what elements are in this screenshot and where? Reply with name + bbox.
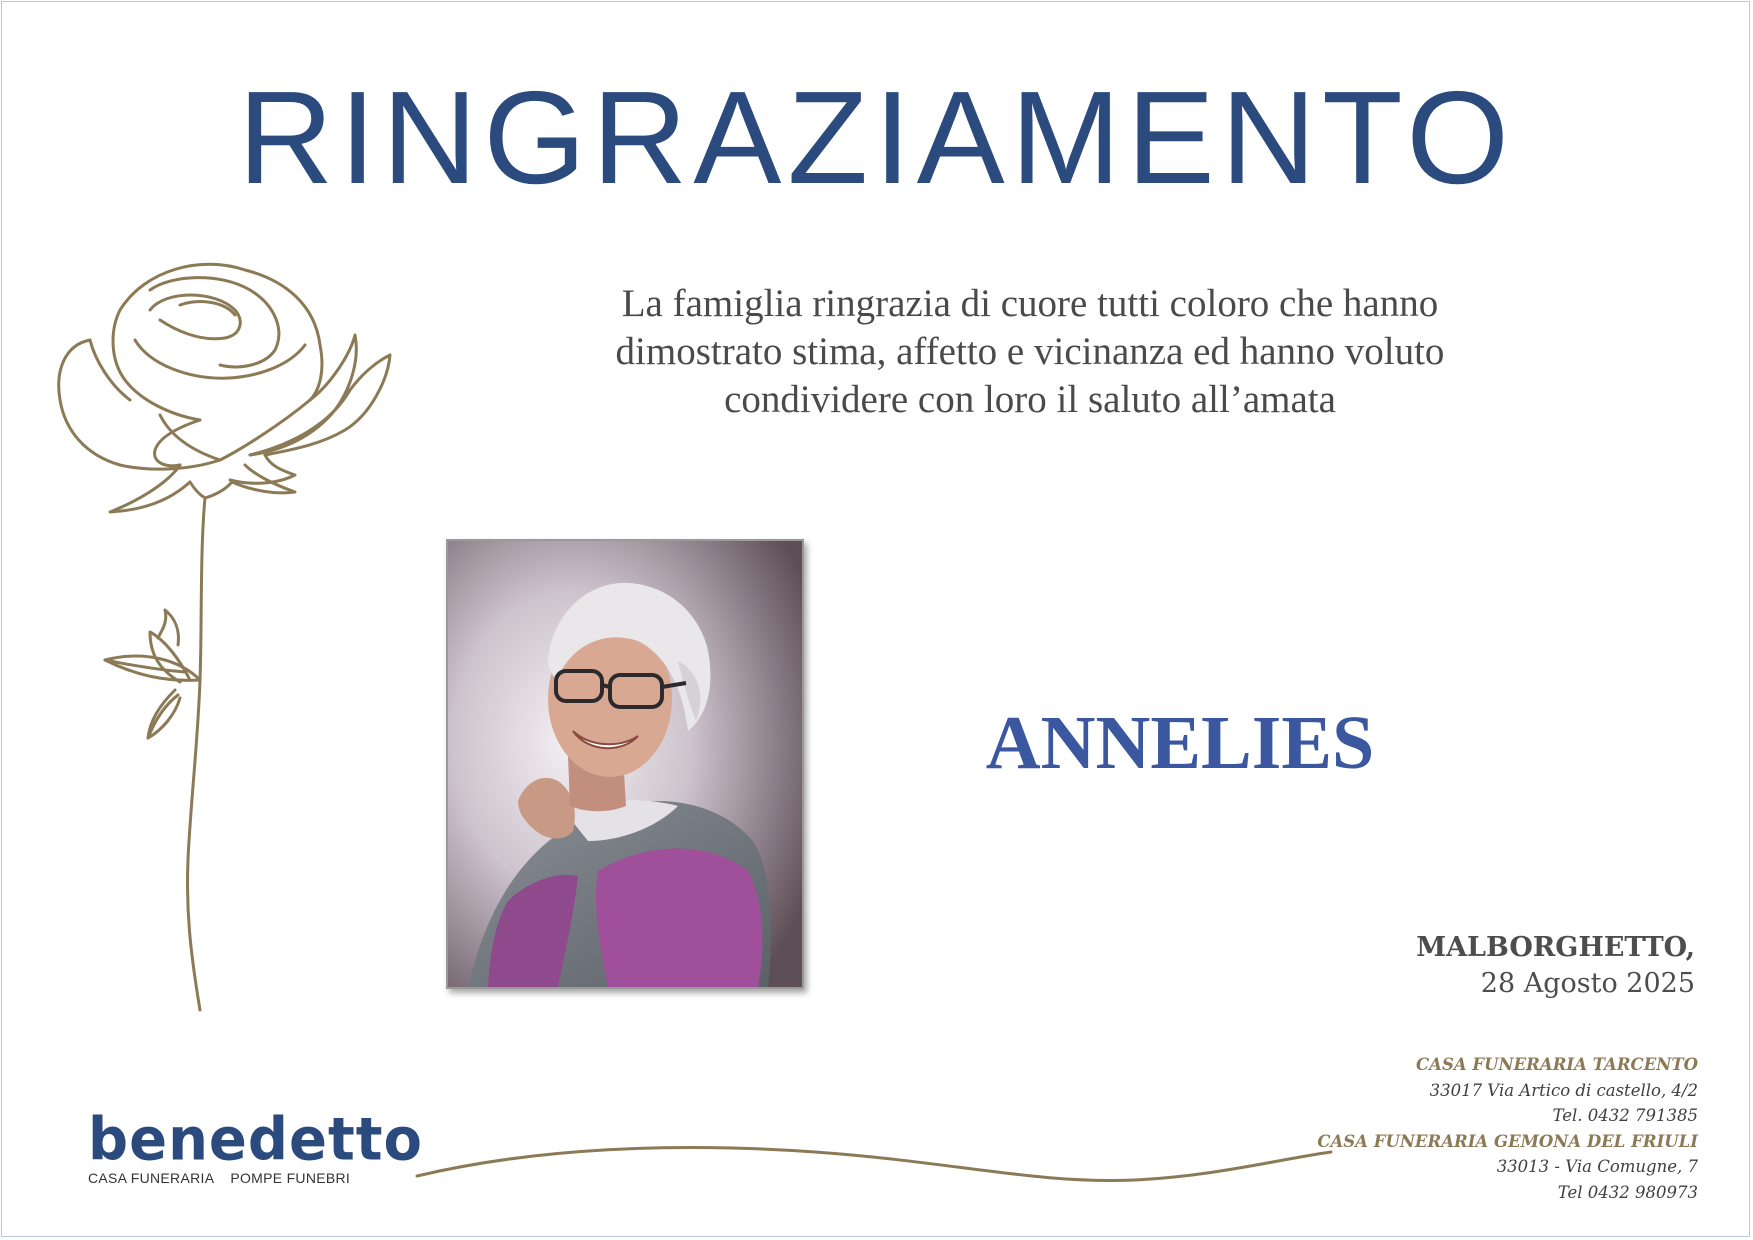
portrait-image <box>448 541 802 987</box>
logo-subtitle: CASA FUNERARIA POMPE FUNEBRI <box>88 1170 351 1186</box>
message-line: condividere con loro il saluto all’amata <box>724 378 1336 421</box>
agency-address: 33013 - Via Comugne, 7 <box>1496 1157 1698 1176</box>
message-line: La famiglia ringrazia di cuore tutti coloro che hanno <box>621 282 1439 325</box>
agency-name: CASA FUNERARIA TARCENTO <box>1416 1055 1698 1074</box>
agency-address: 33017 Via Artico di castello, 4/2 <box>1429 1080 1698 1100</box>
page-title: RINGRAZIAMENTO <box>238 64 1515 211</box>
decorative-wave-line <box>415 1140 1335 1190</box>
place-name: MALBORGHETTO, <box>1416 932 1695 963</box>
portrait-photo <box>446 539 804 989</box>
thank-you-message <box>560 280 1500 424</box>
rose-illustration <box>50 250 410 1040</box>
message-line: dimostrato stima, affetto e vicinanza ed hanno voluto <box>615 330 1445 373</box>
agency-name: CASA FUNERARIA GEMONA DEL FRIULI <box>1317 1131 1698 1151</box>
deceased-name: ANNELIES <box>985 701 1375 785</box>
agency-phone: Tel. 0432 791385 <box>1552 1106 1698 1125</box>
date: 28 Agosto 2025 <box>1480 968 1695 999</box>
funeral-agencies <box>1317 1052 1698 1205</box>
benedetto-logo <box>88 1105 423 1186</box>
place-date-block <box>1416 930 1695 1002</box>
agency-phone: Tel 0432 980973 <box>1557 1182 1698 1202</box>
logo-wordmark: benedetto <box>88 1105 423 1175</box>
